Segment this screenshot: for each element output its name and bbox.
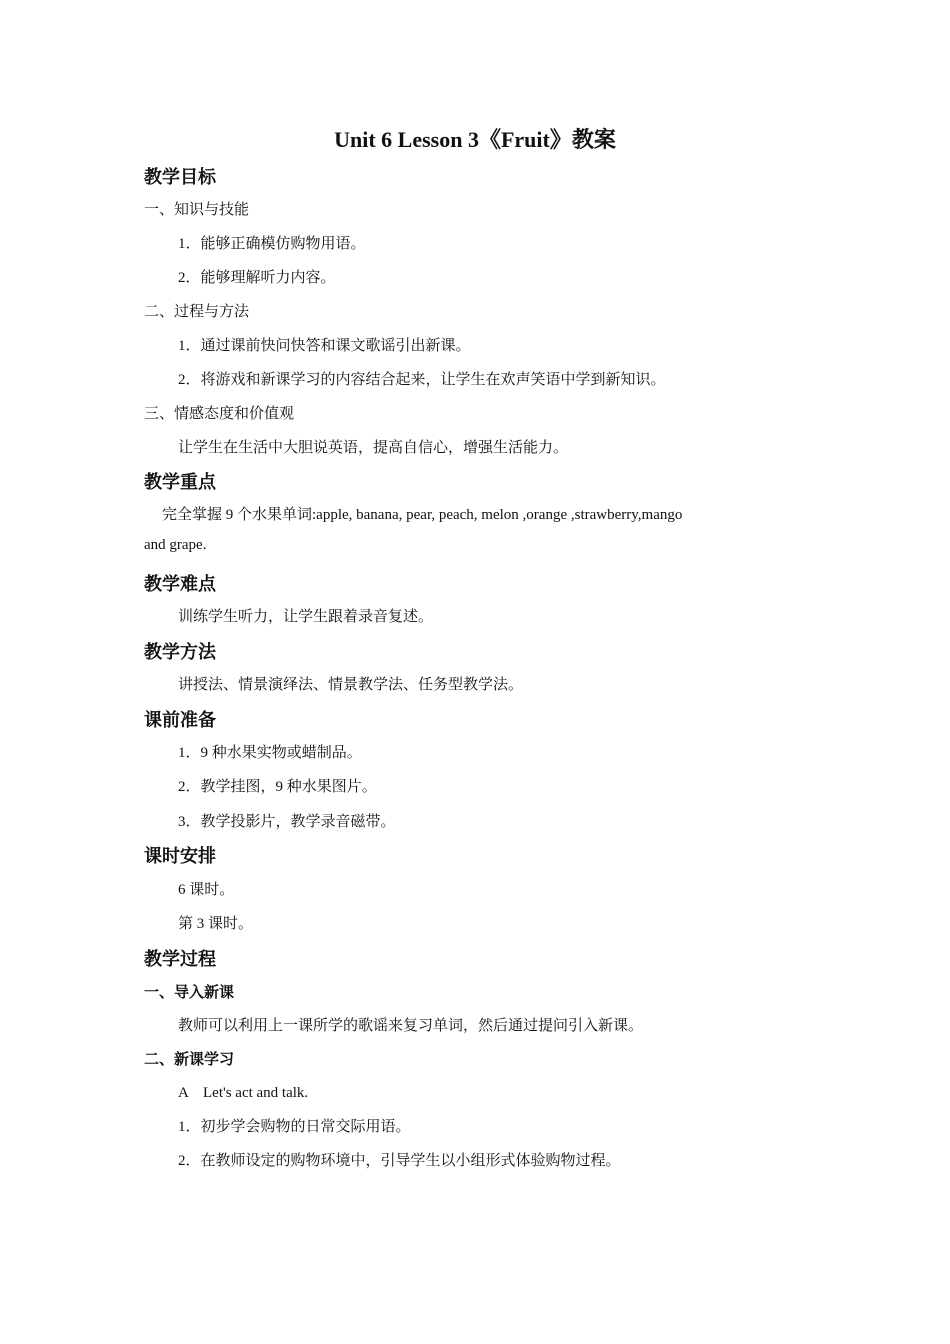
preparation-item-1: 1．9 种水果实物或蜡制品。 [178,745,362,761]
schedule-heading: 课时安排 [144,846,216,867]
new-lesson-label: 二、新课学习 [144,1050,235,1068]
process-label: 二、过程与方法 [144,304,250,320]
preparation-item-3: 3．教学投影片，教学录音磁带。 [178,814,396,830]
methods-text: 讲授法、情景演绎法、情景教学法、任务型教学法。 [178,677,524,693]
methods-heading: 教学方法 [144,642,216,663]
new-lesson-part: A Let's act and talk. [178,1085,309,1101]
schedule-total: 6 课时。 [178,882,235,898]
key-points-heading: 教学重点 [144,472,216,493]
knowledge-item-1: 1．能够正确模仿购物用语。 [178,236,366,252]
preparation-item-2: 2．教学挂图，9 种水果图片。 [178,779,377,795]
difficulties-heading: 教学难点 [144,574,216,595]
new-lesson-item-1: 1．初步学会购物的日常交际用语。 [178,1119,411,1135]
knowledge-label: 一、知识与技能 [144,202,250,218]
process-item-1: 1．通过课前快问快答和课文歌谣引出新课。 [178,338,471,354]
preparation-heading: 课前准备 [144,710,216,731]
key-points-line-2: and grape. [144,537,207,553]
objectives-heading: 教学目标 [144,167,216,188]
process-item-2: 2．将游戏和新课学习的内容结合起来，让学生在欢声笑语中学到新知识。 [178,372,666,388]
intro-label: 一、导入新课 [144,983,235,1001]
intro-text: 教师可以利用上一课所学的歌谣来复习单词，然后通过提问引入新课。 [178,1018,644,1034]
emotion-label: 三、情感态度和价值观 [144,406,295,422]
procedure-heading: 教学过程 [144,949,216,970]
schedule-current: 第 3 课时。 [178,916,254,932]
key-points-line-1: 完全掌握 9 个水果单词:apple, banana, pear, peach, melon ,orange ,strawberry,mango [162,507,683,523]
emotion-text: 让学生在生活中大胆说英语，提高自信心，增强生活能力。 [178,440,569,456]
difficulties-text: 训练学生听力，让学生跟着录音复述。 [178,609,434,625]
new-lesson-item-2: 2．在教师设定的购物环境中，引导学生以小组形式体验购物过程。 [178,1153,621,1169]
knowledge-item-2: 2．能够理解听力内容。 [178,270,336,286]
document-title: Unit 6 Lesson 3《Fruit》教案 [334,127,616,152]
